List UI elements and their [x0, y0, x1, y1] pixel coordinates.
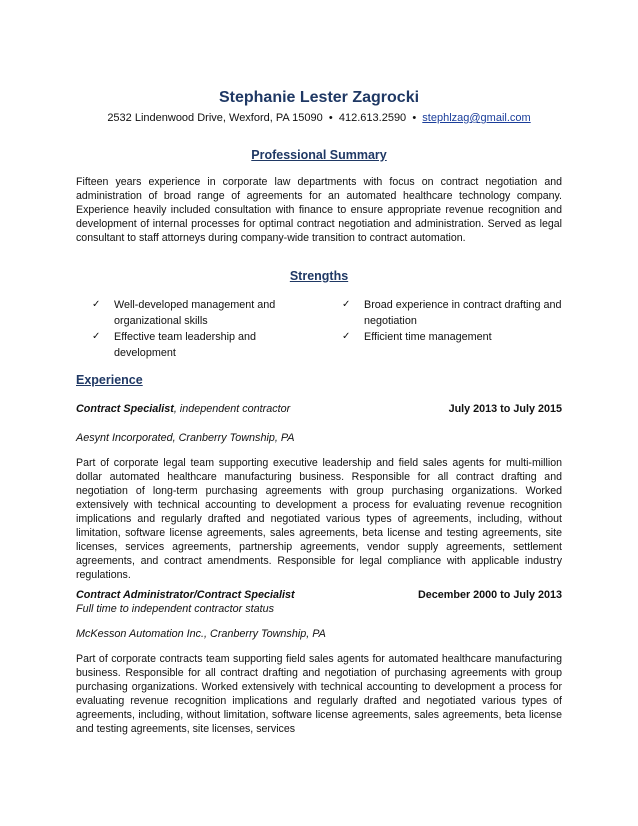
bullet-separator: • [328, 112, 333, 124]
job-title: Contract Administrator/Contract Specialist [76, 589, 295, 601]
job-title-suffix: , independent contractor [173, 403, 291, 415]
strength-item: ✓ Broad experience in contract drafting and negotiation [342, 299, 562, 327]
job-company: McKesson Automation Inc., Cranberry Township, PA [76, 628, 326, 640]
job-description: Part of corporate legal team supporting executive leadership and field sales agents for multi-million dollar automated healthcare manufacturing business. Responsible for all contract drafting and negotiation of long-term purchasing agreements with group purchasing organizations. Worked extensively with technical accounting to development a process for evaluating revenue recognition implications and regularly drafted and negotiated various types of agreements, including, without limitation, software license agreements, sales agreements, beta license and testing agreements, site licenses, services agreements, partnership agreements, vendor supply agreements, settlement agreements, and contract amendments. Responsible for legal compliance with applicable industry regulations. [76, 457, 562, 581]
checkmark-icon: ✓ [92, 299, 101, 310]
job-status: Full time to independent contractor status [76, 603, 275, 615]
checkmark-icon: ✓ [342, 331, 351, 342]
phone: 412.613.2590 [338, 112, 407, 124]
summary-text: Fifteen years experience in corporate law departments with focus on contract negotiation and administration of broad range of agreements for an automated healthcare technology company. Experience heavily included consultation with finance to ensure appropriate revenue recognition and development of internal processes for optimal contract negotiation and administration. Served as legal consultant to staff attorneys during company-wide transition to contract automation. [76, 176, 562, 244]
address: 2532 Lindenwood Drive, Wexford, PA 15090 [107, 112, 323, 124]
experience-heading: Experience [76, 373, 143, 387]
summary-heading: Professional Summary [251, 148, 387, 162]
job-title: Contract Specialist [76, 403, 174, 415]
strengths-left-column [92, 297, 304, 361]
job-title-row [76, 403, 562, 415]
checkmark-icon: ✓ [342, 299, 351, 310]
checkmark-icon: ✓ [92, 331, 101, 342]
bullet-separator: • [412, 112, 417, 124]
strength-item: ✓ Effective team leadership and development [92, 331, 257, 359]
contact-line [0, 112, 638, 124]
job-title-row [76, 589, 562, 601]
strength-item: ✓ Well-developed management and organizational skills [92, 299, 276, 327]
strength-item: ✓ Efficient time management [342, 331, 492, 343]
candidate-name: Stephanie Lester Zagrocki [218, 89, 420, 106]
job-company: Aesynt Incorporated, Cranberry Township, PA [76, 432, 295, 444]
email-link[interactable]: stephlzag@gmail.com [422, 112, 531, 124]
job-dates: July 2013 to July 2015 [448, 403, 562, 415]
strengths-right-column [342, 297, 567, 345]
job-description: Part of corporate contracts team supporting field sales agents for automated healthcare manufacturing business. Responsible for all contract drafting and negotiation of purchasing agreements with group purchasing organizations. Worked extensively with technical accounting to development a process for evaluating revenue recognition implications and regularly drafted and negotiated various types of agreements, including, without limitation, software license agreements, sales agreements, beta license and testing agreements, site licenses, services [76, 653, 562, 735]
job-dates: December 2000 to July 2013 [417, 589, 562, 601]
strengths-heading: Strengths [289, 269, 349, 283]
